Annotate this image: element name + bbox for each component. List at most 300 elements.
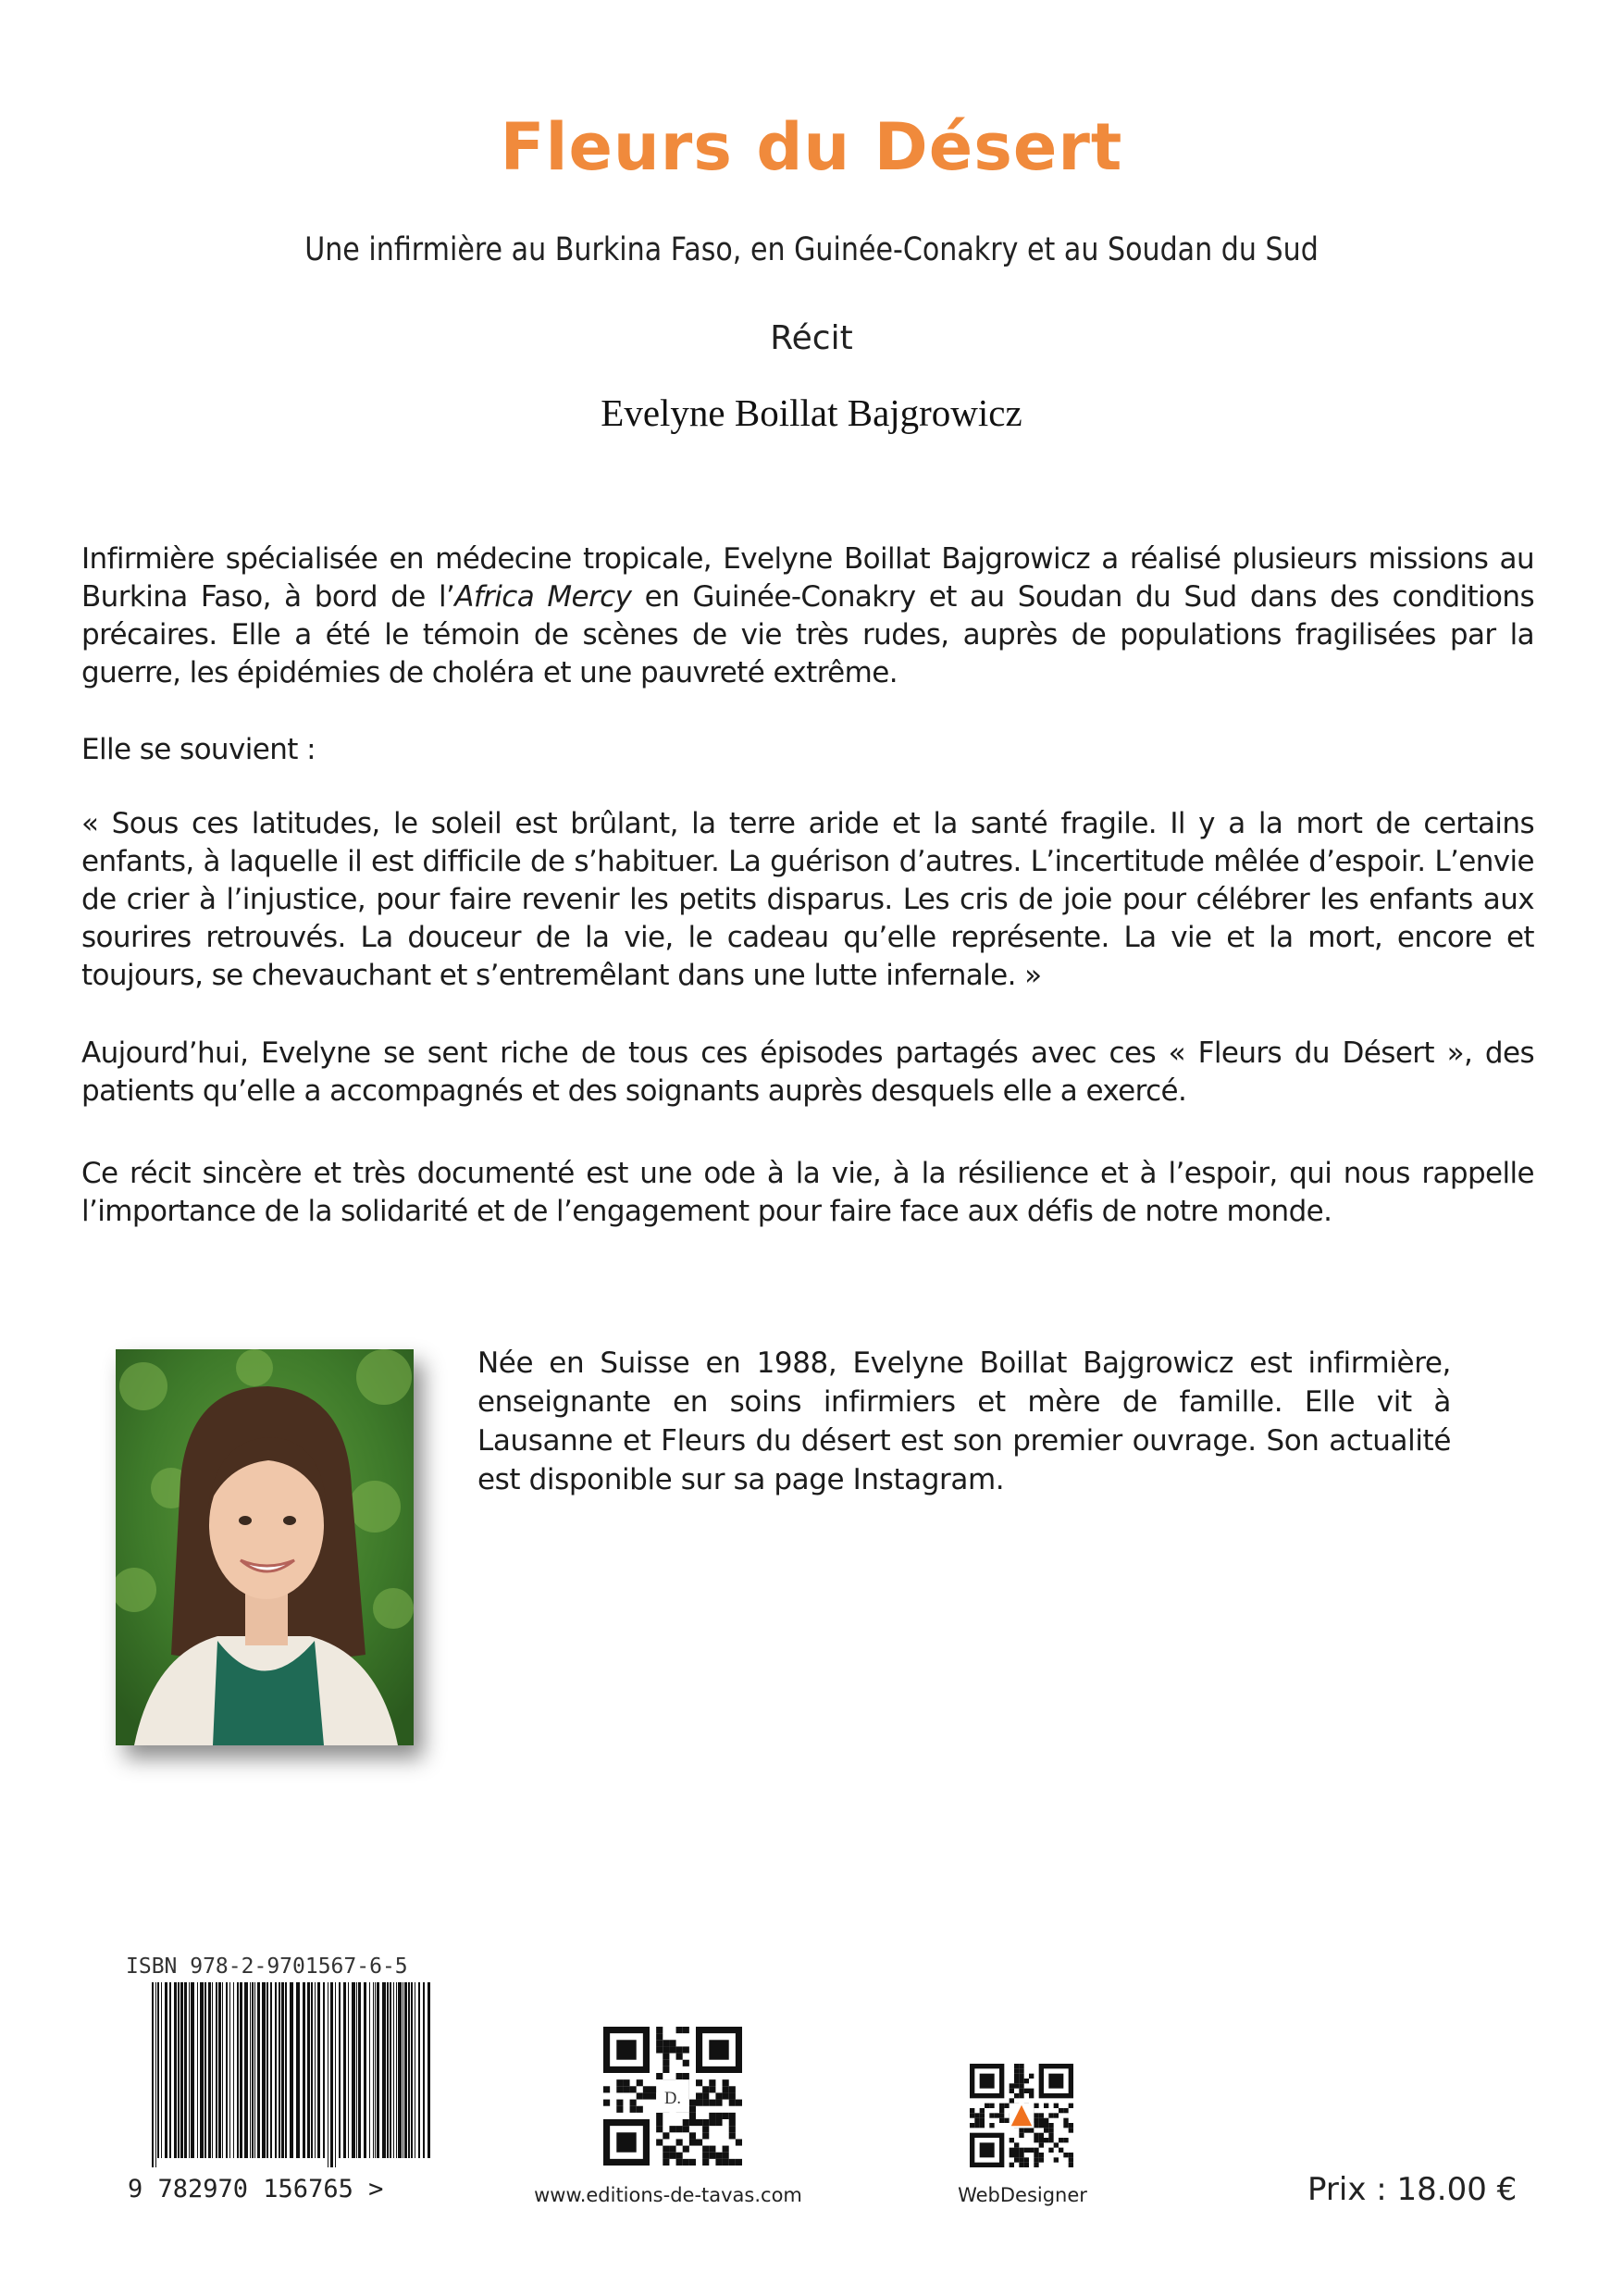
qr-module (1069, 2104, 1073, 2108)
isbn-label: ISBN 978-2-9701567-6-5 (126, 1955, 408, 1979)
qr-module (1034, 2138, 1038, 2142)
qr-module (1034, 2157, 1038, 2162)
qr-module (676, 2139, 683, 2145)
barcode-bar (377, 1982, 379, 2158)
qr-module (1014, 2153, 1019, 2157)
barcode-bar (244, 1982, 248, 2158)
barcode-digits: 9 782970 156765 > (128, 2175, 384, 2203)
qr-module (1014, 2079, 1019, 2083)
qr-module (1019, 2163, 1023, 2167)
qr-module (1019, 2079, 1023, 2083)
qr-module (689, 2139, 696, 2145)
qr-module (656, 2139, 663, 2145)
qr-module (676, 2126, 683, 2132)
barcode-bar (311, 1982, 313, 2158)
barcode-bar (408, 1982, 410, 2158)
barcode-bar (279, 1982, 280, 2158)
qr-module (637, 2079, 643, 2086)
barcode-bar (285, 1982, 287, 2158)
barcode-bar (387, 1982, 389, 2158)
qr-module (1019, 2128, 1023, 2132)
qr-module (656, 2126, 663, 2132)
qr-module (669, 2040, 675, 2046)
barcode-bar (343, 1982, 346, 2158)
qr-module (974, 2123, 979, 2128)
barcode-bar (281, 1982, 284, 2158)
barcode-bar (404, 1982, 407, 2158)
barcode-bar (252, 1982, 254, 2158)
qr-module (1019, 2068, 1023, 2073)
qr-module (1069, 2128, 1073, 2132)
qr-module (1034, 2123, 1038, 2128)
barcode-bar (208, 1982, 211, 2158)
barcode-bar (296, 1982, 300, 2158)
qr-module (1063, 2118, 1068, 2123)
qr-module (637, 2106, 643, 2113)
qr-module (989, 2104, 994, 2108)
qr-module (989, 2123, 994, 2128)
qr-module (603, 2100, 610, 2106)
qr-module (1024, 2163, 1029, 2167)
qr-module (676, 2159, 683, 2166)
qr-module (643, 2086, 650, 2092)
qr-module (1019, 2133, 1023, 2138)
barcode-bar (257, 1982, 260, 2158)
barcode-bar (161, 1982, 162, 2158)
qr-module (729, 2100, 736, 2106)
qr-module (663, 2066, 669, 2073)
barcode-bar (352, 1982, 355, 2158)
qr-module (980, 2108, 985, 2113)
qr-module (676, 2046, 683, 2053)
qr-module (985, 2104, 989, 2108)
book-genre: Récit (770, 319, 853, 357)
qr-module (999, 2108, 1004, 2113)
qr-module (696, 2079, 702, 2086)
qr-module (999, 2113, 1004, 2117)
barcode-bar (229, 1982, 230, 2158)
qr-module (1059, 2148, 1063, 2153)
qr-module (1044, 2104, 1048, 2108)
qr-module (1063, 2123, 1068, 2128)
qr-module (999, 2118, 1004, 2123)
barcode-bar (191, 1982, 194, 2158)
qr-module (689, 2113, 696, 2119)
author-portrait-illustration (116, 1349, 414, 1745)
publisher-website: www.editions-de-tavas.com (534, 2184, 802, 2206)
barcode-bar (250, 1982, 251, 2158)
qr-module (603, 2086, 610, 2092)
barcode-bar (358, 1982, 361, 2158)
barcode-bar (155, 1982, 156, 2167)
qr-module (623, 2079, 629, 2086)
qr-finder-pattern (1048, 2074, 1063, 2089)
qr-module (1019, 2093, 1023, 2098)
barcode-bar (307, 1982, 310, 2158)
qr-module (689, 2159, 696, 2166)
qr-module (715, 2119, 722, 2126)
barcode-bar (266, 1982, 268, 2158)
qr-module (1010, 2089, 1014, 2093)
qr-module (650, 2086, 656, 2092)
qr-module (715, 2113, 722, 2119)
qr-module (702, 2086, 709, 2092)
qr-module (702, 2092, 709, 2099)
qr-module (729, 2086, 736, 2092)
qr-module (729, 2119, 736, 2126)
qr-module (1063, 2108, 1068, 2113)
qr-module (723, 2079, 729, 2086)
qr-module (1039, 2142, 1044, 2147)
qr-module (970, 2123, 974, 2128)
qr-module (683, 2046, 689, 2053)
qr-module (1039, 2123, 1044, 2128)
qr-module (1014, 2148, 1019, 2153)
qr-module (1024, 2079, 1029, 2083)
qr-module (1024, 2089, 1029, 2093)
barcode-bar (364, 1982, 366, 2158)
qr-module (980, 2118, 985, 2123)
barcode-bar (222, 1982, 223, 2158)
qr-module (669, 2153, 675, 2159)
qr-module (656, 2033, 663, 2040)
barcode-bar (411, 1982, 413, 2158)
barcode-bar (390, 1982, 391, 2158)
qr-module (1004, 2118, 1009, 2123)
qr-module (683, 2119, 689, 2126)
qr-module (1059, 2108, 1063, 2113)
qr-module (974, 2113, 979, 2117)
qr-module (702, 2132, 709, 2139)
qr-module (1048, 2148, 1053, 2153)
qr-module (616, 2079, 623, 2086)
qr-module (656, 2113, 663, 2119)
barcode-bar (189, 1982, 190, 2158)
qr-module (1069, 2153, 1073, 2157)
barcode-bar (270, 1982, 272, 2158)
barcode-bar (290, 1982, 293, 2158)
qr-module (729, 2132, 736, 2139)
qr-module (723, 2086, 729, 2092)
webdesigner-label: WebDesigner (958, 2184, 1087, 2206)
qr-module (729, 2092, 736, 2099)
synopsis-paragraph-5: Ce récit sincère et très documenté est une ode à la vie, à la résilience et à l’espoir, qui nous rappelle l’importance de la solidarité et de l’engagement pour faire face aux défis de notre monde. (81, 1157, 1534, 1228)
qr-module (643, 2092, 650, 2099)
qr-module (683, 2073, 689, 2079)
qr-module (1029, 2128, 1034, 2132)
qr-module (723, 2159, 729, 2166)
barcode-bar (348, 1982, 349, 2158)
qr-module (663, 2046, 669, 2053)
qr-module (630, 2086, 637, 2092)
qr-module (709, 2146, 715, 2153)
qr-module (696, 2119, 702, 2126)
barcode-bar (200, 1982, 204, 2158)
synopsis-paragraph-4: Aujourd’hui, Evelyne se sent riche de tous ces épisodes partagés avec ces « Fleurs du Désert », des patients qu’elle a accompagnés et des soignants auprès desquels elle a exercé. (81, 1036, 1534, 1108)
qr-module (729, 2126, 736, 2132)
qr-module (663, 2146, 669, 2153)
qr-module (1054, 2104, 1059, 2108)
qr-module (663, 2040, 669, 2046)
barcode-bar (375, 1982, 376, 2158)
qr-module (702, 2146, 709, 2153)
qr-module (1069, 2157, 1073, 2162)
qr-module (1044, 2128, 1048, 2132)
qr-module (683, 2126, 689, 2132)
qr-module (630, 2106, 637, 2113)
qr-module (1044, 2118, 1048, 2123)
barcode-bar (174, 1982, 177, 2158)
qr-module (989, 2113, 994, 2117)
qr-module (723, 2153, 729, 2159)
barcode-bar (197, 1982, 198, 2158)
barcode-bar (339, 1982, 341, 2158)
author-photo (116, 1349, 414, 1745)
qr-module (1048, 2113, 1053, 2117)
qr-module (1048, 2133, 1053, 2138)
book-title: Fleurs du Désert (500, 109, 1123, 185)
book-author: Evelyne Boillat Bajgrowicz (601, 391, 1022, 434)
barcode-bar (369, 1982, 370, 2158)
synopsis-paragraph-2: Elle se souvient : (81, 733, 316, 766)
qr-module (1029, 2074, 1034, 2079)
qr-module (702, 2153, 709, 2159)
qr-module (656, 2040, 663, 2046)
qr-module (663, 2054, 669, 2060)
qr-module (656, 2073, 663, 2079)
qr-module (729, 2113, 736, 2119)
qr-module (715, 2153, 722, 2159)
barcode-bar (218, 1982, 221, 2158)
qr-module (1024, 2128, 1029, 2132)
qr-code-webdesigner-icon (970, 2064, 1073, 2167)
qr-module (656, 2119, 663, 2126)
qr-module (616, 2100, 623, 2106)
barcode-bar (184, 1982, 187, 2158)
qr-module (980, 2123, 985, 2128)
qr-finder-pattern (980, 2142, 995, 2157)
qr-module (1034, 2104, 1038, 2108)
qr-module (1029, 2093, 1034, 2098)
qr-module (1010, 2148, 1014, 2153)
author-bio: Née en Suisse en 1988, Evelyne Boillat Bajgrowicz est infirmière, enseignante en soins infirmiers et mère de famille. Elle vit à Lausanne et Fleurs du désert est son premier ouvrage. Son actualité est disponible sur sa page Instagram. (477, 1347, 1451, 1496)
barcode-bar (157, 1982, 159, 2158)
qr-module (1034, 2153, 1038, 2157)
qr-module (723, 2113, 729, 2119)
qr-module (709, 2079, 715, 2086)
qr-module (1014, 2157, 1019, 2162)
barcode-bar (396, 1982, 397, 2158)
qr-module (663, 2060, 669, 2066)
qr-module (1039, 2118, 1044, 2123)
qr-module (1019, 2064, 1023, 2068)
qr-finder-pattern (616, 2040, 636, 2059)
qr-module (696, 2100, 702, 2106)
qr-module (970, 2113, 974, 2117)
qr-module (709, 2153, 715, 2159)
qr-module (715, 2159, 722, 2166)
qr-module (689, 2106, 696, 2113)
barcode-bar (393, 1982, 394, 2158)
qr-finder-pattern (980, 2074, 995, 2089)
qr-module (1010, 2083, 1014, 2088)
barcode-bar (418, 1982, 420, 2158)
qr-module (1039, 2153, 1044, 2157)
qr-module (676, 2054, 683, 2060)
qr-module (1048, 2128, 1053, 2132)
qr-finder-pattern (616, 2132, 636, 2152)
qr-module (1063, 2153, 1068, 2157)
qr-module (669, 2126, 675, 2132)
barcode-bar (330, 1982, 333, 2167)
qr-module (689, 2132, 696, 2139)
barcode-bar (335, 1982, 336, 2167)
barcode-bar (323, 1982, 325, 2158)
synopsis-p1-end: en Guinée-Conakry et au Soudan du Sud dans des conditions précaires. Elle a été le témoin de scènes de vie très rudes, auprès de populations fragilisées par la guerre, les épidémies de choléra et une pauvreté extrême. (81, 580, 1534, 689)
barcode-bar (169, 1982, 171, 2158)
barcode-bar (427, 1982, 430, 2158)
barcode-bar (152, 1982, 154, 2167)
qr-module (1019, 2074, 1023, 2079)
barcode-bar (237, 1982, 239, 2158)
barcode-bar (356, 1982, 357, 2158)
synopsis-quote: « Sous ces latitudes, le soleil est brûlant, la terre aride et la santé fragile. Il y a la mort de certains enfants, à laquelle il est difficile de s’habituer. La guérison d’autres. L’incertitude mêlée d’espoir. L’envie de crier à l’injustice, pour faire revenir les petits disparus. Les cris de joie pour célébrer les enfants aux sourires retrouvés. La douceur de la vie, le cadeau qu’elle représente. La vie et la mort, encore et toujours, se chevauchant et s’entremêlant dans une lutte infernale. » (81, 807, 1534, 992)
qr-module (1010, 2098, 1014, 2103)
qr-module (1014, 2064, 1019, 2068)
qr-module (683, 2159, 689, 2166)
qr-module (616, 2086, 623, 2092)
qr-module (696, 2139, 702, 2145)
qr-module (1019, 2153, 1023, 2157)
qr-module (736, 2139, 742, 2145)
qr-module (1034, 2133, 1038, 2138)
barcode-bar (423, 1982, 425, 2158)
qr-module (715, 2092, 722, 2099)
barcode-bar (226, 1982, 228, 2158)
qr-module (1024, 2157, 1029, 2162)
barcode-bar (275, 1982, 277, 2158)
qr-module (623, 2086, 629, 2092)
qr-finder-pattern (709, 2040, 728, 2059)
qr-module (656, 2046, 663, 2053)
qr-module (1044, 2138, 1048, 2142)
qr-module (669, 2146, 675, 2153)
qr-module (1019, 2089, 1023, 2093)
qr-module (1024, 2148, 1029, 2153)
qr-module (1054, 2113, 1059, 2117)
barcode-bar (165, 1982, 167, 2158)
qr-module (1034, 2113, 1038, 2117)
barcode-bar (178, 1982, 180, 2158)
barcode-bar (254, 1982, 255, 2158)
barcode-bar (315, 1982, 316, 2158)
qr-module (709, 2086, 715, 2092)
barcode-bar (216, 1982, 217, 2158)
qr-module (683, 2146, 689, 2153)
barcode-bar (303, 1982, 305, 2158)
qr-module (709, 2100, 715, 2106)
qr-module (637, 2092, 643, 2099)
qr-module (1010, 2138, 1014, 2142)
qr-module (663, 2159, 669, 2166)
price: Prix : 18.00 € (1307, 2171, 1518, 2208)
qr-module (676, 2153, 683, 2159)
qr-module (1034, 2163, 1038, 2167)
qr-module (669, 2046, 675, 2053)
qr-module (676, 2027, 683, 2033)
qr-module (1069, 2123, 1073, 2128)
qr-module (1004, 2104, 1009, 2108)
qr-module (1069, 2163, 1073, 2167)
qr-module (676, 2073, 683, 2079)
barcode-bar (233, 1982, 234, 2158)
qr-module (1014, 2142, 1019, 2147)
qr-module (663, 2153, 669, 2159)
qr-module (1014, 2074, 1019, 2079)
qr-module (1039, 2157, 1044, 2162)
qr-module (736, 2100, 742, 2106)
qr-module (1034, 2148, 1038, 2153)
qr-module (1048, 2138, 1053, 2142)
qr-center-logo: D. (663, 2088, 682, 2108)
qr-module (1044, 2123, 1048, 2128)
barcode-bar (317, 1982, 320, 2158)
qr-code-publisher-icon (603, 2027, 742, 2166)
barcode-bar (240, 1982, 242, 2158)
qr-module (689, 2119, 696, 2126)
qr-module (1029, 2148, 1034, 2153)
qr-module (1014, 2068, 1019, 2073)
qr-module (1034, 2118, 1038, 2123)
qr-module (689, 2100, 696, 2106)
qr-module (1010, 2153, 1014, 2157)
qr-module (702, 2119, 709, 2126)
barcode-bar (204, 1982, 206, 2158)
qr-module (995, 2113, 999, 2117)
barcode-bar (398, 1982, 402, 2158)
barcode-icon (152, 1982, 439, 2167)
qr-module (1059, 2138, 1063, 2142)
qr-module (656, 2027, 663, 2033)
synopsis-p1-start: Infirmière spécialisée en médecine tropicale, Evelyne Boillat Bajgrowicz a réalisé plusieurs missions au Burkina Faso, à bord de l’ (81, 542, 1534, 614)
qr-module (1054, 2142, 1059, 2147)
qr-module (702, 2100, 709, 2106)
qr-module (1019, 2083, 1023, 2088)
qr-module (616, 2106, 623, 2113)
qr-module (1039, 2113, 1044, 2117)
barcode-bar (382, 1982, 386, 2158)
ship-name: Africa Mercy (454, 580, 632, 614)
qr-module (1014, 2083, 1019, 2088)
qr-module (970, 2108, 974, 2113)
qr-module (1039, 2138, 1044, 2142)
synopsis-paragraph-1 (81, 540, 1534, 692)
book-subtitle: Une infirmière au Burkina Faso, en Guinée-Conakry et au Soudan du Sud (304, 231, 1319, 268)
qr-module (729, 2159, 736, 2166)
qr-module (702, 2159, 709, 2166)
qr-module (1054, 2157, 1059, 2162)
qr-module (974, 2118, 979, 2123)
qr-module (1048, 2123, 1053, 2128)
qr-module (723, 2146, 729, 2153)
qr-module (709, 2113, 715, 2119)
barcode-bar (262, 1982, 266, 2158)
qr-module (709, 2119, 715, 2126)
qr-module (980, 2113, 985, 2117)
qr-module (1019, 2148, 1023, 2153)
qr-module (650, 2092, 656, 2099)
qr-module (1039, 2133, 1044, 2138)
